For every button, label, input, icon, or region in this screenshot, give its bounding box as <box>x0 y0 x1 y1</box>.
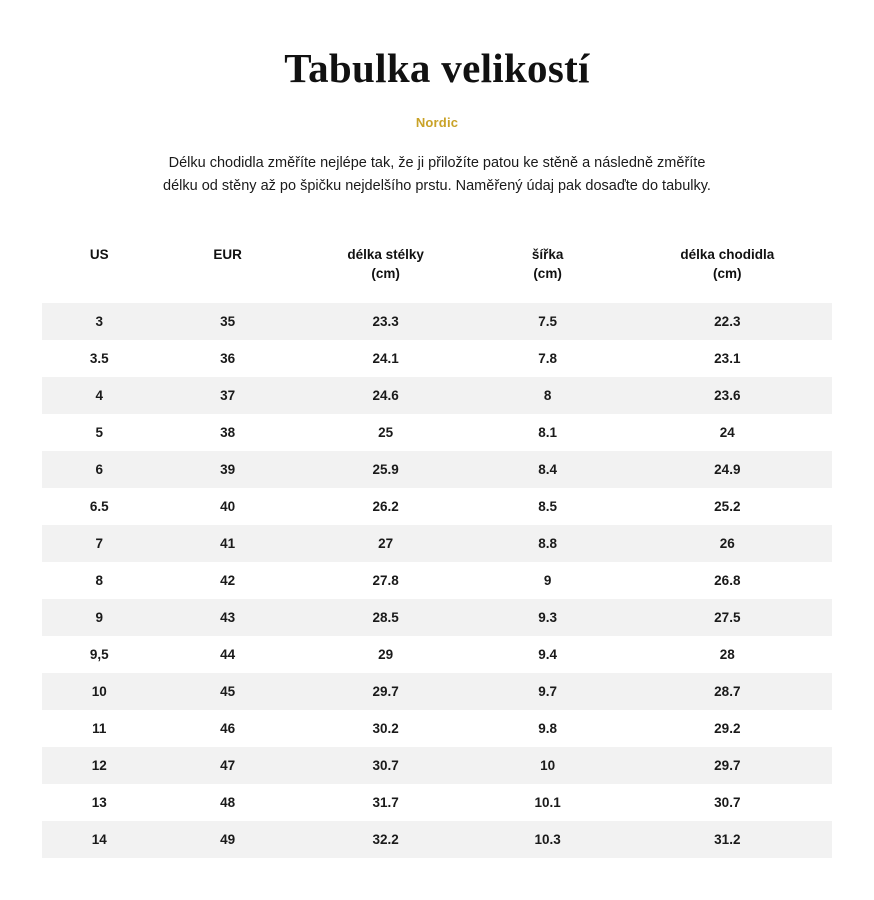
table-cell: 24.6 <box>299 377 473 414</box>
table-cell: 37 <box>157 377 299 414</box>
column-header-0 <box>42 238 157 302</box>
table-cell: 39 <box>157 451 299 488</box>
table-cell: 23.6 <box>623 377 832 414</box>
table-cell: 24 <box>719 424 735 440</box>
column-header-label: EUR <box>213 247 242 263</box>
table-cell: 43 <box>157 599 299 636</box>
table-row <box>42 414 832 451</box>
table-cell: 24.9 <box>623 451 832 488</box>
table-row <box>42 303 832 340</box>
table-cell: 29.7 <box>299 673 473 710</box>
table-cell: 45 <box>157 673 299 710</box>
table-cell: 9,5 <box>89 646 109 662</box>
table-cell: 49 <box>157 821 299 858</box>
table-cell: 28.7 <box>623 673 832 710</box>
table-cell: 13 <box>91 794 107 810</box>
table-cell: 9 <box>42 599 157 636</box>
column-header-unit: (cm) <box>371 265 400 281</box>
table-cell: 9.8 <box>538 720 557 736</box>
table-cell: 8.4 <box>473 451 623 488</box>
table-row <box>42 747 832 784</box>
table-cell: 29.7 <box>623 747 832 784</box>
table-cell: 32.2 <box>299 821 473 858</box>
table-cell: 11 <box>92 720 107 736</box>
table-cell: 8 <box>95 572 104 588</box>
table-cell: 9 <box>543 572 552 588</box>
table-cell: 27.8 <box>372 572 399 588</box>
table-cell: 29.2 <box>714 720 741 736</box>
table-cell: 42 <box>220 572 236 588</box>
table-cell: 29 <box>378 646 394 662</box>
size-table-container <box>0 238 874 857</box>
column-header-label: šířka <box>531 247 564 263</box>
instructions-line-1: Délku chodidla změříte nejlépe tak, že ji přiložíte patou ke stěně a následně změříte <box>168 155 706 172</box>
brand-subtitle: Nordic <box>415 115 459 131</box>
table-row <box>42 710 832 747</box>
table-row <box>42 636 832 673</box>
table-row <box>42 562 832 599</box>
table-cell: 24.1 <box>372 350 399 366</box>
table-cell: 25 <box>378 424 394 440</box>
table-row <box>42 673 832 710</box>
table-cell: 48 <box>220 794 236 810</box>
table-body <box>42 303 832 858</box>
table-cell: 25.9 <box>299 451 473 488</box>
table-row <box>42 488 832 525</box>
table-cell: 26.2 <box>372 498 399 514</box>
table-cell: 12 <box>42 747 157 784</box>
table-cell: 9.4 <box>538 646 557 662</box>
table-cell: 30.7 <box>299 747 473 784</box>
table-cell: 44 <box>220 646 236 662</box>
table-cell: 6.5 <box>89 498 109 514</box>
table-cell: 8.1 <box>538 424 557 440</box>
column-header-label: US <box>89 247 109 263</box>
table-cell: 31.7 <box>372 794 399 810</box>
table-cell: 8 <box>473 377 623 414</box>
column-header-unit: (cm) <box>713 265 742 281</box>
table-cell: 7.8 <box>538 350 557 366</box>
table-cell: 5 <box>95 424 104 440</box>
column-header-4 <box>623 238 832 302</box>
table-cell: 46 <box>220 720 236 736</box>
table-cell: 6 <box>42 451 157 488</box>
table-cell: 3 <box>42 303 157 340</box>
table-cell: 14 <box>42 821 157 858</box>
table-cell: 9.7 <box>473 673 623 710</box>
table-cell: 27.5 <box>623 599 832 636</box>
table-cell: 7 <box>42 525 157 562</box>
table-cell: 38 <box>220 424 236 440</box>
column-header-label: délka stélky <box>347 247 424 263</box>
measurement-instructions <box>112 152 762 198</box>
table-cell: 47 <box>157 747 299 784</box>
table-cell: 40 <box>220 498 236 514</box>
table-cell: 7.5 <box>473 303 623 340</box>
table-cell: 27 <box>299 525 473 562</box>
table-cell: 10 <box>473 747 623 784</box>
table-row <box>42 377 832 414</box>
table-cell: 31.2 <box>623 821 832 858</box>
table-cell: 8.5 <box>538 498 557 514</box>
table-row <box>42 340 832 377</box>
page-title: Tabulka velikostí <box>284 45 590 91</box>
column-header-label: délka chodidla <box>680 247 775 263</box>
table-cell: 28 <box>719 646 735 662</box>
table-cell: 22.3 <box>623 303 832 340</box>
table-row <box>42 525 832 562</box>
size-table <box>42 238 832 857</box>
table-cell: 28.5 <box>299 599 473 636</box>
table-cell: 23.3 <box>299 303 473 340</box>
table-cell: 25.2 <box>714 498 741 514</box>
table-cell: 26.8 <box>714 572 741 588</box>
table-row <box>42 599 832 636</box>
table-cell: 10 <box>42 673 157 710</box>
table-header-row <box>42 238 832 302</box>
table-cell: 3.5 <box>89 350 109 366</box>
column-header-3 <box>473 238 623 302</box>
table-cell: 35 <box>157 303 299 340</box>
column-header-unit: (cm) <box>533 265 562 281</box>
table-cell: 23.1 <box>714 350 741 366</box>
table-cell: 30.7 <box>714 794 741 810</box>
table-header <box>42 238 832 302</box>
column-header-1 <box>157 238 299 302</box>
table-row <box>42 451 832 488</box>
table-cell: 4 <box>42 377 157 414</box>
table-cell: 36 <box>220 350 236 366</box>
table-cell: 10.3 <box>473 821 623 858</box>
table-cell: 9.3 <box>473 599 623 636</box>
column-header-2 <box>299 238 473 302</box>
table-cell: 10.1 <box>534 794 561 810</box>
table-cell: 26 <box>623 525 832 562</box>
table-row <box>42 784 832 821</box>
instructions-line-2: délku od stěny až po špičku nejdelšího prstu. Naměřený údaj pak dosaďte do tabulky. <box>163 178 711 195</box>
table-cell: 30.2 <box>372 720 399 736</box>
table-cell: 8.8 <box>473 525 623 562</box>
table-row <box>42 821 832 858</box>
table-cell: 41 <box>157 525 299 562</box>
